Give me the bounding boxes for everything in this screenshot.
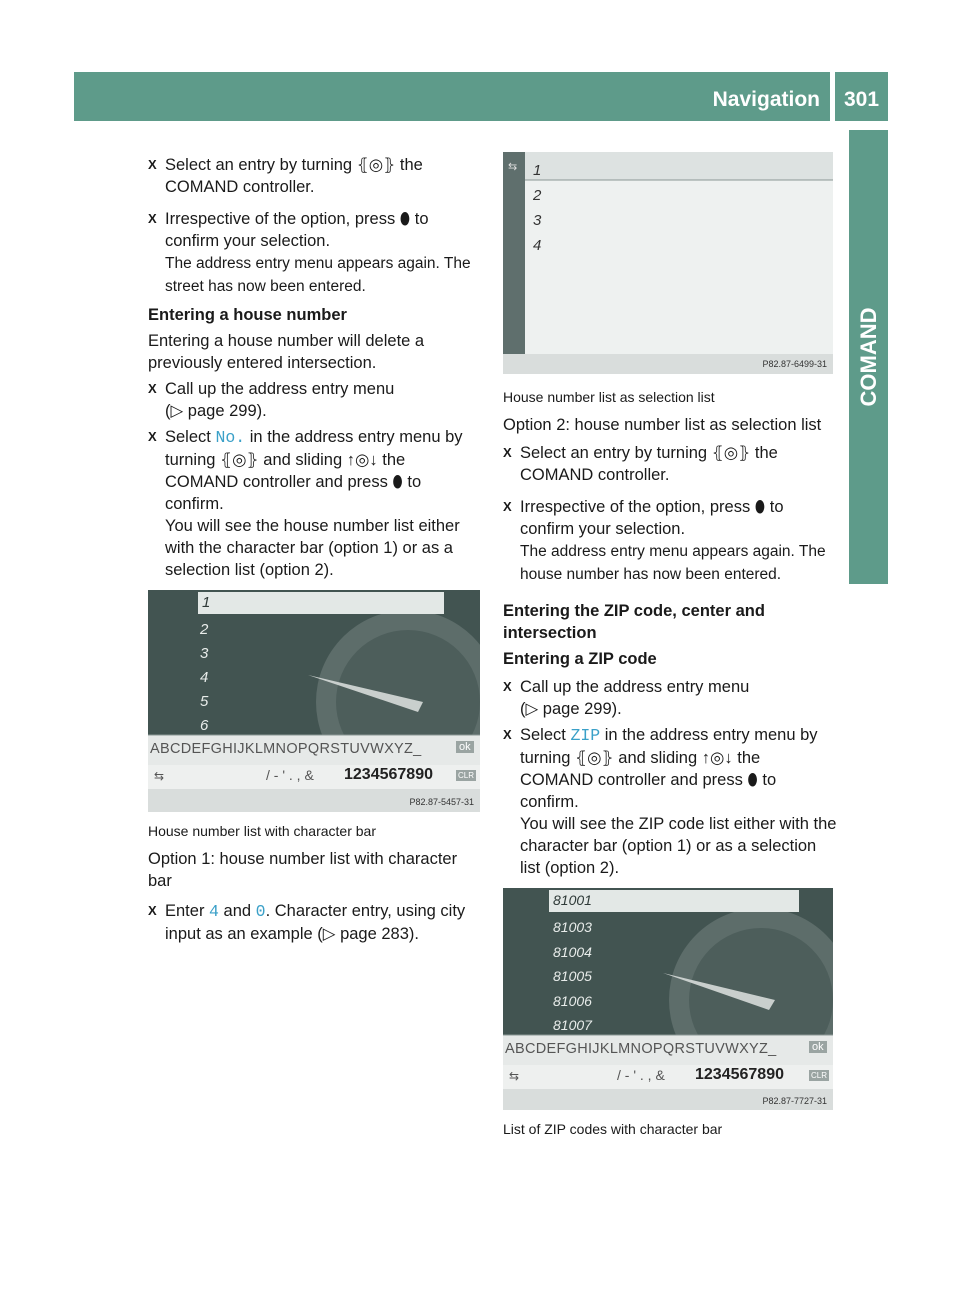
side-tab-label: COMAND bbox=[855, 307, 881, 407]
left-column bbox=[148, 154, 483, 581]
selected-list-item: 81001 bbox=[553, 892, 592, 908]
list-item: 81004 bbox=[553, 943, 592, 960]
rotate-controller-icon: ⦃◎⦄ bbox=[356, 156, 396, 174]
screenshot-house-number-selection-list bbox=[503, 152, 833, 374]
x-step-marker-icon: X bbox=[148, 903, 157, 918]
x-step-marker-icon: X bbox=[148, 211, 157, 226]
slide-updown-icon: ↑◎↓ bbox=[701, 749, 733, 767]
list-item: 6 bbox=[200, 717, 209, 734]
x-step-marker-icon: X bbox=[148, 429, 157, 444]
step-select-entry: X Select an entry by turning ⦃◎⦄ the COMAND controller. bbox=[503, 444, 778, 484]
step-select-no: X Select No. in the address entry menu by turning ⦃◎⦄ and sliding ↑◎↓ the COMAND controller and press ⬮ to confirm. You will see the house number list either with the character bar (option 1) or as a selection list (option 2). bbox=[148, 428, 463, 579]
clr-button: CLR bbox=[811, 1071, 828, 1080]
list-item: 81007 bbox=[553, 1017, 592, 1033]
option-2-heading: Option 2: house number list as selection list bbox=[503, 416, 822, 434]
press-controller-icon: ⬮ bbox=[392, 473, 403, 491]
screenshot-house-number-character-bar bbox=[148, 590, 480, 812]
selected-list-item: 1 bbox=[202, 594, 211, 611]
x-step-marker-icon: X bbox=[503, 499, 512, 514]
list-item: 2 bbox=[200, 621, 209, 638]
step-call-menu: X Call up the address entry menu (▷ page 299). bbox=[148, 380, 395, 420]
house-number-intro: Entering a house number will delete a previously entered intersection. bbox=[148, 332, 425, 372]
rotate-controller-icon: ⦃◎⦄ bbox=[711, 444, 751, 462]
option-1-heading: Option 1: house number list with character bar bbox=[148, 850, 458, 890]
image-ref: P82.87-5457-31 bbox=[409, 797, 474, 807]
step-call-menu: X Call up the address entry menu (▷ page 299). bbox=[503, 678, 750, 718]
step-confirm: X Irrespective of the option, press ⬮ to confirm your selection. The address entry menu appears again. The house number has now been entered. bbox=[503, 498, 826, 583]
list-item: 3 bbox=[533, 212, 542, 229]
alphabet-bar: ABCDEFGHIJKLMNOPQRSTUVWXYZ_ bbox=[505, 1041, 777, 1057]
press-controller-icon: ⬮ bbox=[754, 498, 766, 516]
back-arrow-icon: ⇆ bbox=[154, 769, 165, 783]
caption-3: List of ZIP codes with character bar bbox=[503, 1121, 723, 1137]
side-tab-label-wrap bbox=[849, 130, 888, 584]
left-column-lower bbox=[148, 820, 483, 945]
screenshot-zip-character-bar bbox=[503, 888, 833, 1110]
rotate-controller-icon: ⦃◎⦄ bbox=[220, 451, 259, 469]
image-ref: P82.87-6499-31 bbox=[762, 359, 827, 369]
digit-row: 1234567890 bbox=[344, 766, 433, 783]
right-column-lower bbox=[503, 1118, 837, 1140]
x-step-marker-icon: X bbox=[148, 381, 157, 396]
display-graphic bbox=[503, 152, 833, 374]
rotate-controller-icon: ⦃◎⦄ bbox=[575, 749, 614, 767]
heading-zip-center: Entering the ZIP code, center and intersection bbox=[503, 602, 765, 642]
page-reference-triangle-icon: ▷ bbox=[525, 700, 539, 718]
x-step-marker-icon: X bbox=[148, 157, 157, 172]
house-number-list bbox=[200, 618, 208, 738]
caption-2: House number list as selection list bbox=[503, 389, 715, 405]
x-step-marker-icon: X bbox=[503, 727, 512, 742]
house-number-list bbox=[533, 158, 541, 258]
right-column bbox=[503, 386, 837, 879]
heading-zip: Entering a ZIP code bbox=[503, 650, 657, 668]
x-step-marker-icon: X bbox=[503, 679, 512, 694]
section-title: Navigation bbox=[712, 88, 820, 111]
list-item: 3 bbox=[200, 645, 209, 662]
zip-list bbox=[553, 915, 592, 1038]
page-number: 301 bbox=[843, 88, 880, 111]
step-enter-digits: X Enter 4 and 0. Character entry, using city input as an example (▷ page 283). bbox=[148, 902, 466, 943]
list-item: 4 bbox=[200, 669, 209, 686]
list-item: 1 bbox=[533, 162, 542, 179]
list-item: 5 bbox=[200, 693, 209, 710]
step-select-zip: X Select ZIP in the address entry menu by turning ⦃◎⦄ and sliding ↑◎↓ the COMAND controller and press ⬮ to confirm. You will see the ZIP code list either with the character bar (option 1) or as a selection list (option 2). bbox=[503, 726, 837, 877]
list-item: 81006 bbox=[553, 992, 592, 1009]
clr-button: CLR bbox=[458, 771, 475, 780]
list-item: 2 bbox=[533, 187, 542, 204]
symbol-row: / - ' . , & bbox=[266, 767, 314, 783]
caption-1: House number list with character bar bbox=[148, 823, 376, 839]
press-controller-icon: ⬮ bbox=[399, 210, 411, 228]
ok-button: ok bbox=[809, 1041, 827, 1053]
image-ref: P82.87-7727-31 bbox=[762, 1096, 827, 1106]
list-item: 81005 bbox=[553, 968, 592, 984]
heading-house-number: Entering a house number bbox=[148, 306, 347, 324]
digit-row: 1234567890 bbox=[695, 1066, 784, 1083]
step-select-entry: X Select an entry by turning ⦃◎⦄ the COMAND controller. bbox=[148, 156, 423, 196]
alphabet-bar: ABCDEFGHIJKLMNOPQRSTUVWXYZ_ bbox=[150, 741, 422, 757]
list-item: 4 bbox=[533, 237, 542, 254]
back-arrow-icon: ⇆ bbox=[509, 1069, 520, 1083]
ok-button: ok bbox=[456, 741, 474, 753]
x-step-marker-icon: X bbox=[503, 445, 512, 460]
symbol-row: / - ' . , & bbox=[617, 1067, 665, 1083]
list-item: 81003 bbox=[553, 919, 592, 935]
back-arrow-icon: ⇆ bbox=[508, 161, 518, 173]
slide-updown-icon: ↑◎↓ bbox=[346, 451, 378, 469]
step-confirm: X Irrespective of the option, press ⬮ to confirm your selection. The address entry menu appears again. The street has now been entered. bbox=[148, 210, 471, 295]
page-reference-triangle-icon: ▷ bbox=[170, 402, 184, 420]
press-controller-icon: ⬮ bbox=[747, 771, 758, 789]
page-reference-triangle-icon: ▷ bbox=[322, 925, 336, 943]
